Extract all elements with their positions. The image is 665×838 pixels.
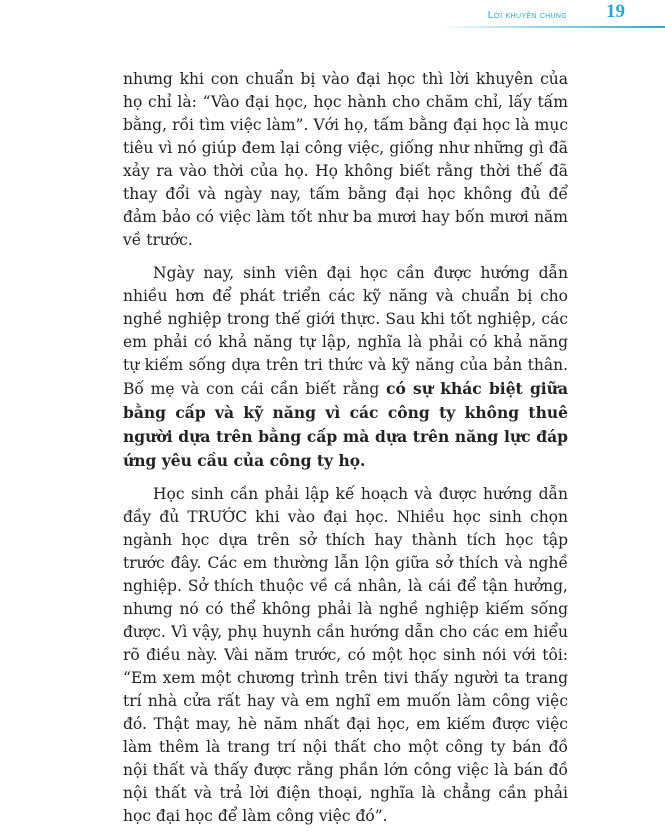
paragraph-2-text: Ngày nay, sinh viên đại học cần được hướng dẫn nhiều hơn để phát triển các kỹ năng và chuẩn bị cho nghề nghiệp trong thế giới thực. Sau khi tốt nghiệp, các em phải có khả năng tự lập, nghĩa là phải có khả năng tự kiếm sống dựa trên tri thức và kỹ năng của bản thân. Bố mẹ và con cái cần biết rằng [123, 264, 568, 398]
section-title: Lời khuyên chung [487, 9, 567, 21]
paragraph-2-emphasis: có sự khác biệt giữa bằng cấp và kỹ năng vì các công ty không thuê người dựa trên bằng cấp mà dựa trên năng lực đáp ứng yêu cầu của công ty họ. [123, 379, 568, 470]
paragraph-1: nhưng khi con chuẩn bị vào đại học thì lời khuyên của họ chỉ là: “Vào đại học, học hành cho chăm chỉ, lấy tấm bằng, rồi tìm việc làm”. Với họ, tấm bằng đại học là mục tiêu vì nó giúp đem lại công việc, giống như những gì đã xảy ra vào thời của họ. Họ không biết rằng thời thế đã thay đổi và ngày nay, tấm bằng đại học không đủ để đảm bảo có việc làm tốt như ba mươi hay bốn mươi năm về trước. [123, 70, 568, 249]
page-number: 19 [606, 1, 625, 22]
paragraph-3: Học sinh cần phải lập kế hoạch và được hướng dẫn đầy đủ TRƯỚC khi vào đại học. Nhiều học sinh chọn ngành học dựa trên sở thích hay thành tích học tập trước đây. Các em thường lẫn lộn giữa sở thích và nghề nghiệp. Sở thích thuộc về cá nhân, là cái để tận hưởng, nhưng nó có thể không phải là nghề nghiệp kiếm sống được. Vì vậy, phụ huynh cần hướng dẫn cho các em hiểu rõ điều này. Vài năm trước, có một học sinh nói với tôi: “Em xem một chương trình trên tivi thấy người ta trang trí nhà cửa rất hay và em nghĩ em muốn làm công việc đó. Thật may, hè năm nhất đại học, em kiếm được việc làm thêm là trang trí nội thất cho một công ty bán đồ nội thất và thấy được rằng phần lớn công việc là bán đồ nội thất và trả lời điện thoại, nghĩa là chẳng cần phải học đại học để làm công việc đó”. [123, 485, 568, 825]
running-header [440, 0, 665, 30]
body-text [123, 68, 568, 838]
header-rule [440, 26, 665, 28]
paragraph-2 [123, 262, 568, 473]
